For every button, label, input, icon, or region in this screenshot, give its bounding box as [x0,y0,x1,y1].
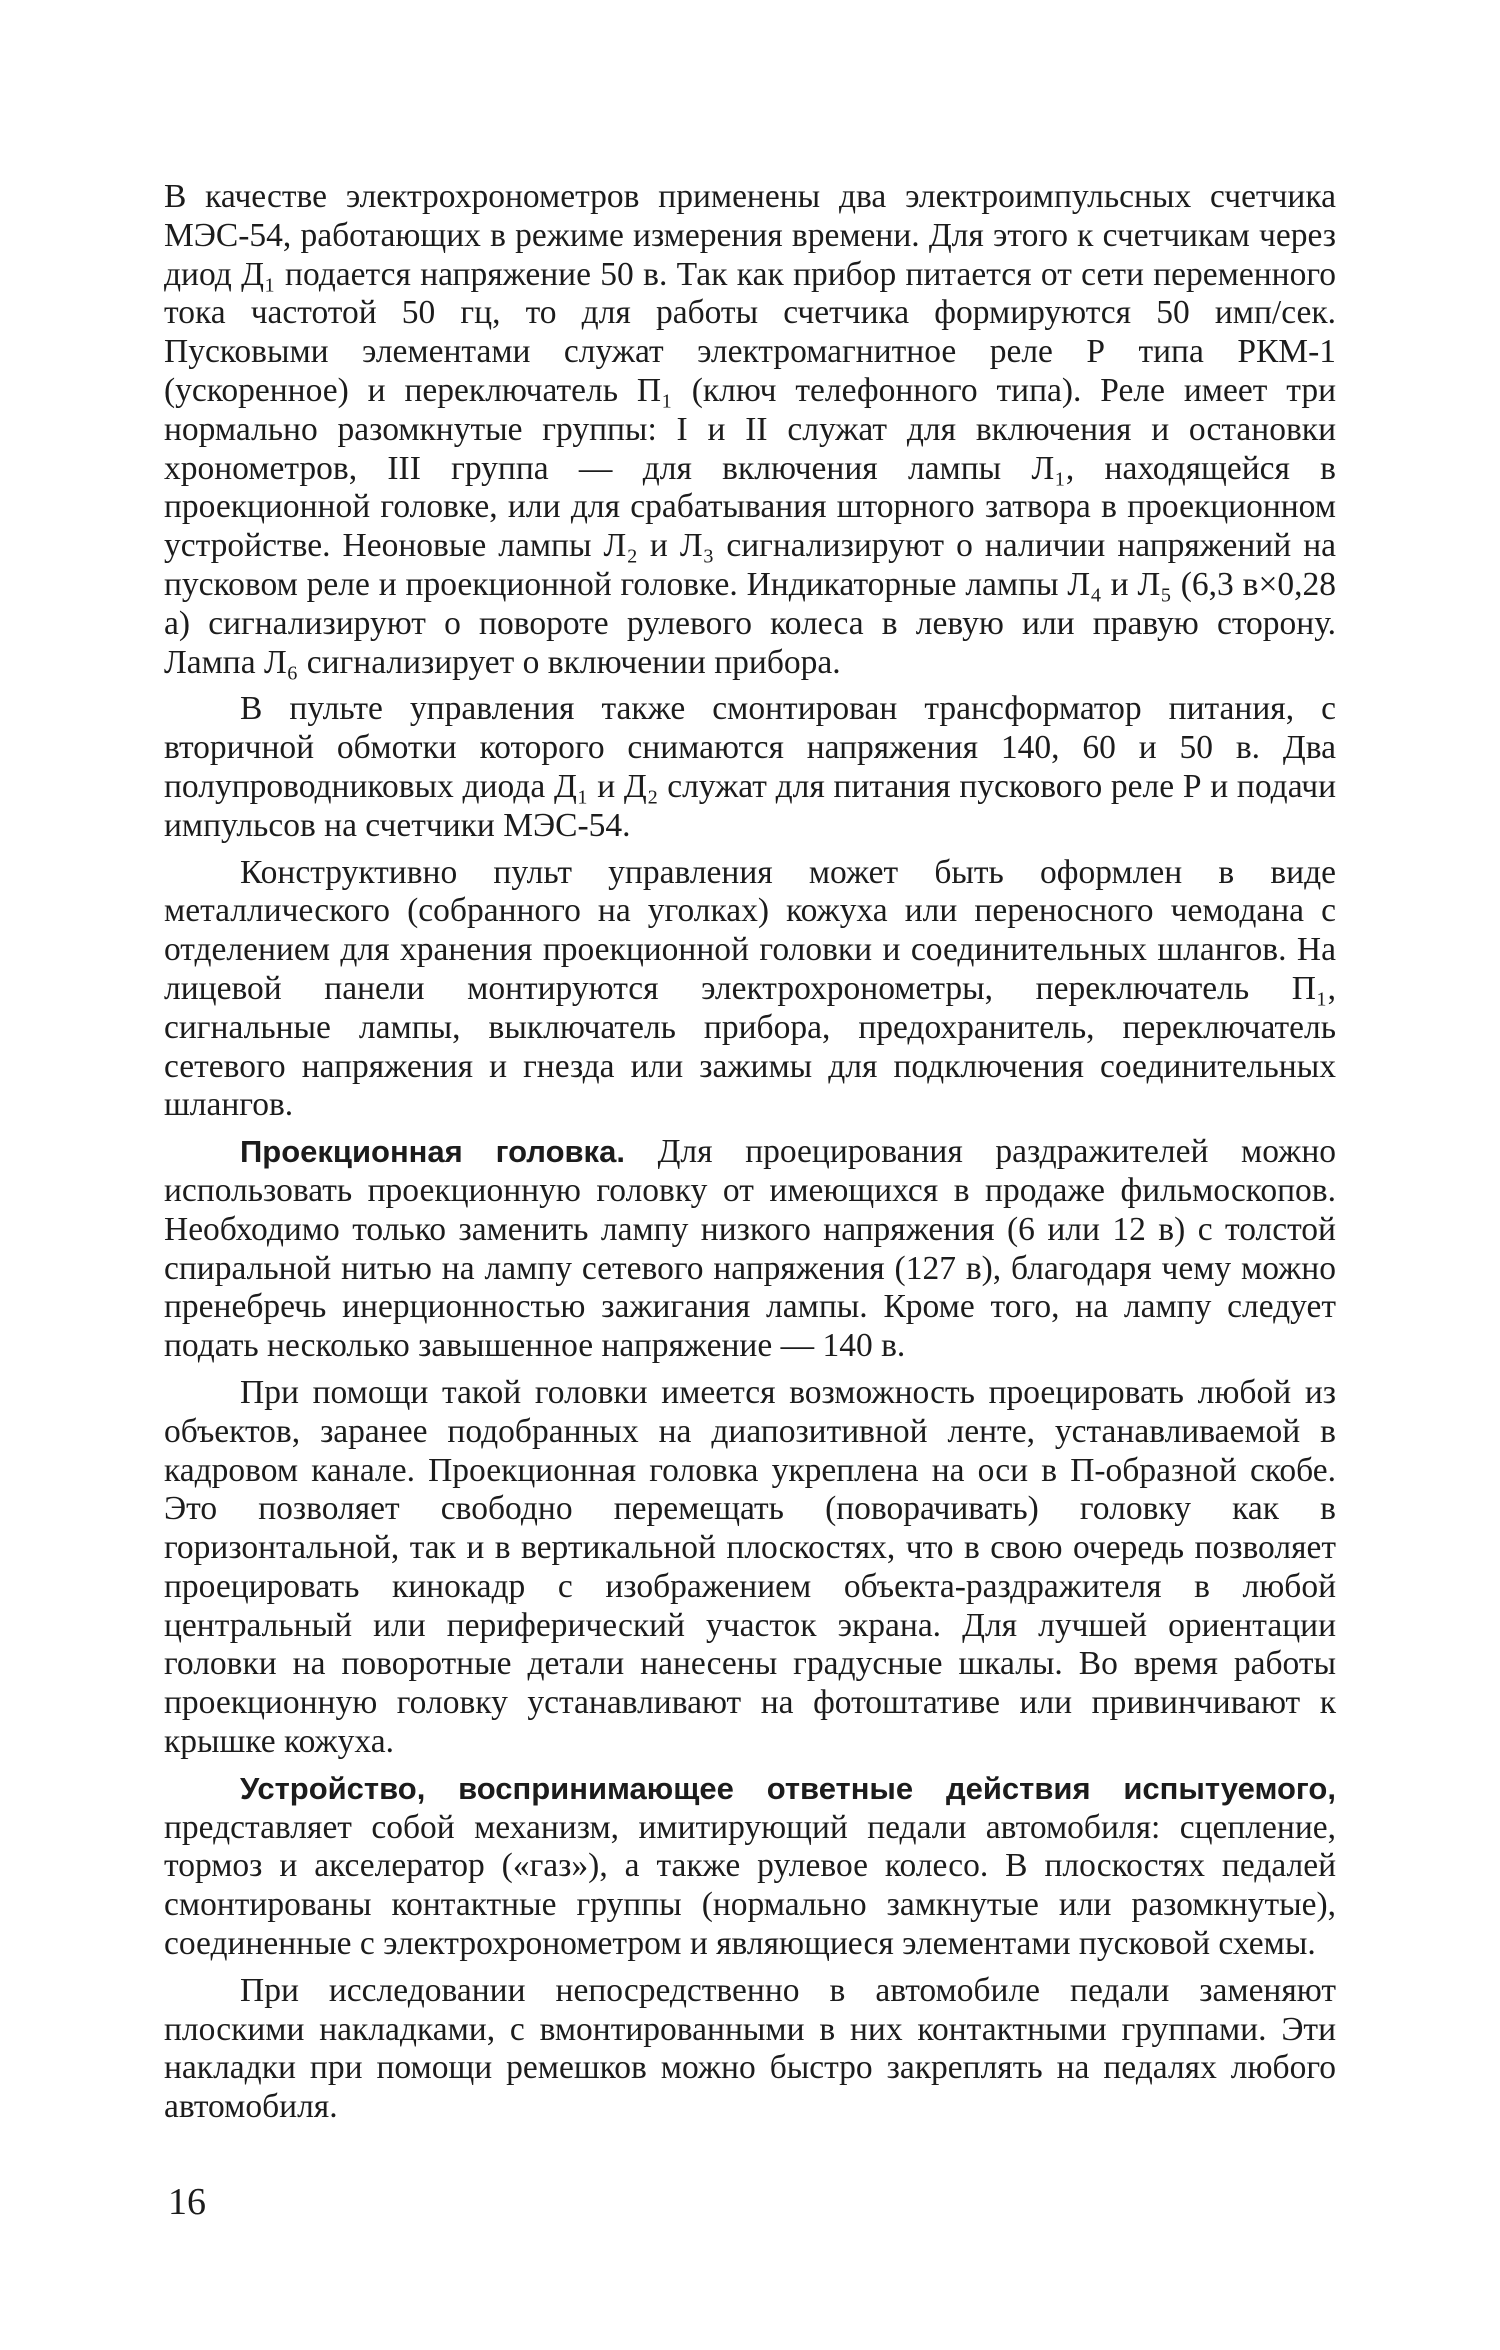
paragraph-response-device [164,1770,1336,1964]
response-device-heading: Устройство, воспринимающее ответные действия испытуемого, [240,1770,1336,1806]
paragraph-projection-head [164,1133,1336,1366]
projection-head-heading: Проекционная головка. [240,1134,625,1170]
paragraph-in-car-study: При исследовании непосредственно в автомобиле педали заменяют плоскими накладками, с вмонтированными в них контактными группами. Эти накладки при помощи ремешков можно быстро закреплять на педалях любого автомобиля. [164,1971,1336,2126]
projection-head-text: Для проецирования раздражителей можно использовать проекционную головку от имеющихся в продаже фильмоскопов. Необходимо только заменить лампу низкого напряжения (6 или 12 в) с толстой спиральной нитью на лампу сетевого напряжения (127 в), благодаря чему можно пренебречь инерционностью зажигания лампы. Кроме того, на лампу следует подать несколько завышенное напряжение — 140 в. [164,1133,1336,1365]
paragraph-panel-construction: Конструктивно пульт управления может быть оформлен в виде металлического (собранного на уголках) кожуха или переносного чемодана с отделением для хранения проекционной головки и соединительных шлангов. На лицевой панели монтируются электрохронометры, переключатель П₁, сигнальные лампы, выключатель прибора, предохранитель, переключатель сетевого напряжения и гнезда или зажимы для подключения соединительных шлангов. [164,853,1336,1124]
paragraph-control-panel: В пульте управления также смонтирован трансформатор питания, с вторичной обмотки которого снимаются напряжения 140, 60 и 50 в. Два полупроводниковых диода Д₁ и Д₂ служат для питания пускового реле Р и подачи импульсов на счетчики МЭС-54. [164,690,1336,844]
page-body [164,178,1336,2127]
paragraph-projection-detail: При помощи такой головки имеется возможность проецировать любой из объектов, заранее подобранных на диапозитивной ленте, устанавливаемой в кадровом канале. Проекционная головка укреплена на оси в П-образной скобе. Это позволяет свободно перемещать (поворачивать) головку как в горизонтальной, так и в вертикальной плоскостях, что в свою очередь позволяет проецировать кинокадр с изображением объекта-раздражителя в любой центральный или периферический участок экрана. Для лучшей ориентации головки на поворотные детали нанесены градусные шкалы. Во время работы проекционную головку устанавливают на фотоштативе или привинчивают к крышке кожуха. [164,1373,1336,1761]
page-number: 16 [168,2181,206,2223]
paragraph-chronometers: В качестве электрохронометров применены два электроимпульсных счетчика МЭС-54, работающих в режиме измерения времени. Для этого к счетчикам через диод Д₁ подается напряжение 50 в. Так как прибор питается от сети переменного тока частотой 50 гц, то для работы счетчика формируются 50 имп/сек. Пусковыми элементами служат электромагнитное реле Р типа РКМ-1 (ускоренное) и переключатель П₁ (ключ телефонного типа). Реле имеет три нормально разомкнутые группы: I и II служат для включения и остановки хронометров, III группа — для включения лампы Л₁, находящейся в проекционной головке, или для срабатывания шторного затвора в проекционном устройстве. Неоновые лампы Л₂ и Л₃ сигнализируют о наличии напряжений на пусковом реле и проекционной головке. Индикаторные лампы Л₄ и Л₅ (6,3 в×0,28 а) сигнализируют о повороте рулевого колеса в левую или правую сторону. Лампа Л₆ сигнализирует о включении прибора. [164,178,1336,681]
response-device-text: представляет собой механизм, имитирующий педали автомобиля: сцепление, тормоз и акселератор («газ»), а также рулевое колесо. В плоскостях педалей смонтированы контактные группы (нормально замкнутые или разомкнутые), соединенные с электрохронометром и являющиеся элементами пусковой схемы. [164,1808,1336,1963]
